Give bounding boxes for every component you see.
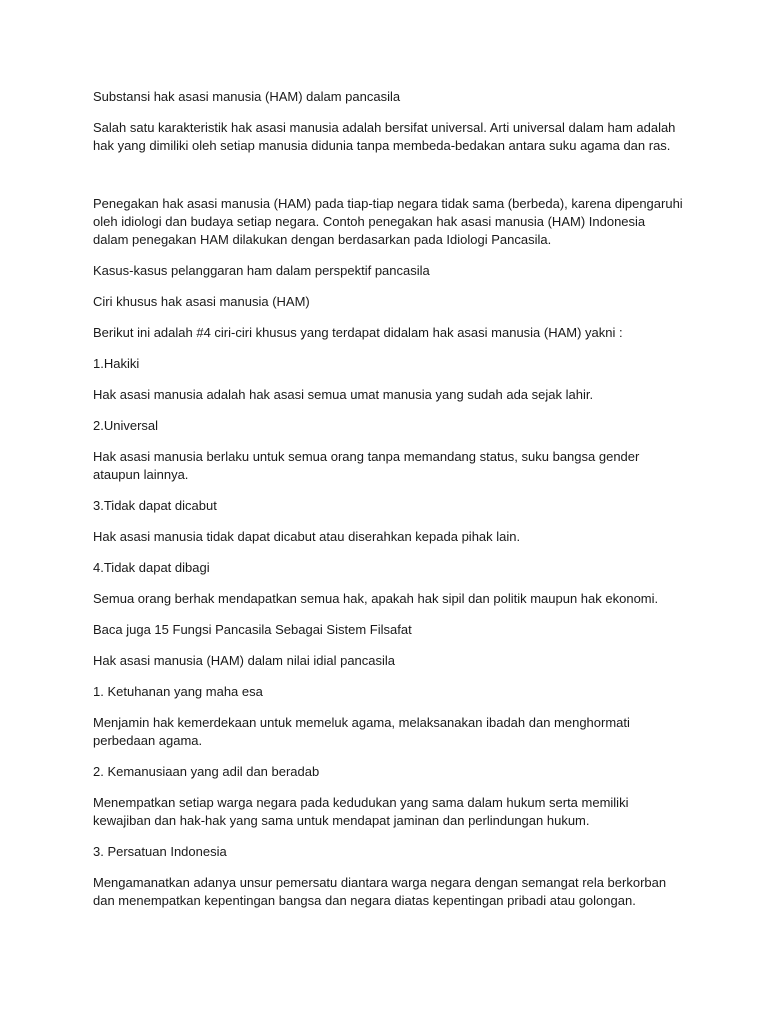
document-body bbox=[93, 88, 683, 923]
list-heading: 2.Universal bbox=[93, 418, 159, 433]
paragraph: Hak asasi manusia adalah hak asasi semua umat manusia yang sudah ada sejak lahir. bbox=[93, 387, 594, 402]
paragraph: Mengamanatkan adanya unsur pemersatu diantara warga negara dengan semangat rela berkorban dan menempatkan kepentingan bangsa dan negara diatas kepentingan pribadi atau golongan. bbox=[93, 875, 667, 908]
list-heading: 1. Ketuhanan yang maha esa bbox=[93, 684, 263, 699]
paragraph: Hak asasi manusia tidak dapat dicabut atau diserahkan kepada pihak lain. bbox=[93, 529, 521, 544]
paragraph: Menjamin hak kemerdekaan untuk memeluk agama, melaksanakan ibadah dan menghormati perbedaan agama. bbox=[93, 715, 630, 748]
paragraph: Salah satu karakteristik hak asasi manusia adalah bersifat universal. Arti universal dalam ham adalah hak yang dimiliki oleh setiap manusia didunia tanpa membeda-bedakan antara suku agama dan ras. bbox=[93, 120, 676, 153]
paragraph-title: Substansi hak asasi manusia (HAM) dalam pancasila bbox=[93, 89, 401, 104]
paragraph: Berikut ini adalah #4 ciri-ciri khusus yang terdapat didalam hak asasi manusia (HAM) yakni : bbox=[93, 325, 623, 340]
list-heading: 4.Tidak dapat dibagi bbox=[93, 560, 210, 575]
paragraph: Menempatkan setiap warga negara pada kedudukan yang sama dalam hukum serta memiliki kewajiban dan hak-hak yang sama untuk mendapat jaminan dan perlindungan hukum. bbox=[93, 795, 629, 828]
paragraph-heading: Kasus-kasus pelanggaran ham dalam perspektif pancasila bbox=[93, 263, 430, 278]
paragraph: Hak asasi manusia berlaku untuk semua orang tanpa memandang status, suku bangsa gender ataupun lainnya. bbox=[93, 449, 640, 482]
list-heading: 1.Hakiki bbox=[93, 356, 140, 371]
list-heading: 2. Kemanusiaan yang adil dan beradab bbox=[93, 764, 320, 779]
paragraph: Penegakan hak asasi manusia (HAM) pada tiap-tiap negara tidak sama (berbeda), karena dipengaruhi oleh idiologi dan budaya setiap negara. Contoh penegakan hak asasi manusia (HAM) Indonesia dalam penegakan HAM dilakukan dengan berdasarkan pada Idiologi Pancasila. bbox=[93, 196, 683, 247]
paragraph: Baca juga 15 Fungsi Pancasila Sebagai Sistem Filsafat bbox=[93, 622, 412, 637]
paragraph-heading: Hak asasi manusia (HAM) dalam nilai idial pancasila bbox=[93, 653, 396, 668]
paragraph: Semua orang berhak mendapatkan semua hak, apakah hak sipil dan politik maupun hak ekonomi. bbox=[93, 591, 659, 606]
paragraph-heading: Ciri khusus hak asasi manusia (HAM) bbox=[93, 294, 310, 309]
list-heading: 3.Tidak dapat dicabut bbox=[93, 498, 217, 513]
list-heading: 3. Persatuan Indonesia bbox=[93, 844, 227, 859]
